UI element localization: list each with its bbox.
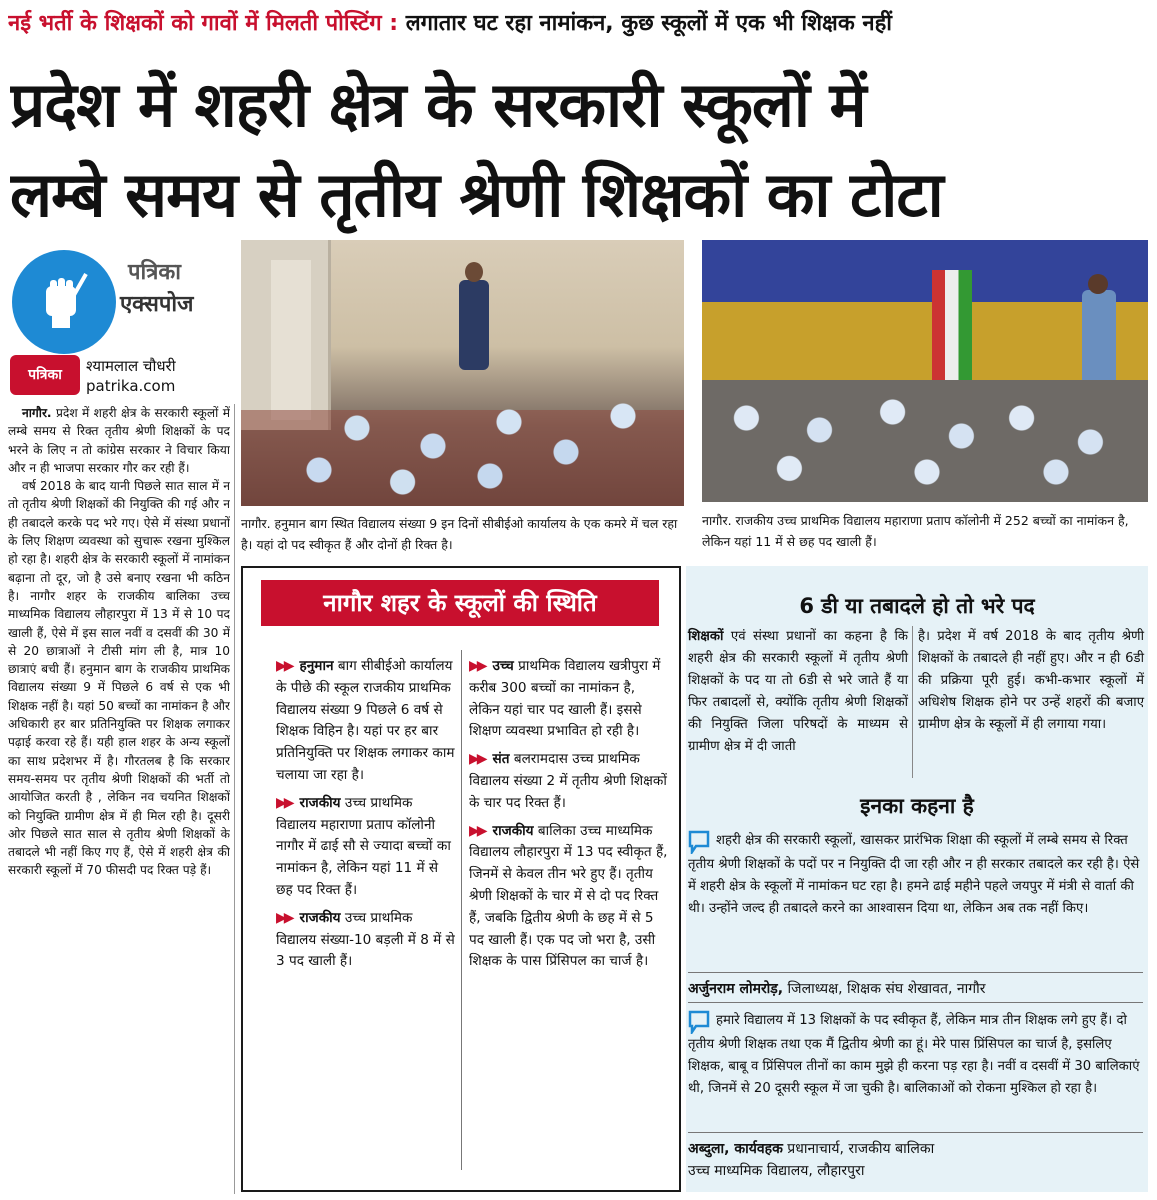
column-divider [234,404,235,1194]
status-item: ▶▶ राजकीय उच्च प्राथमिक विद्यालय संख्या-10 बड़ली में 8 में से 3 पद खाली हैं। [276,909,455,970]
double-arrow-icon: ▶▶ [469,658,485,674]
headline [10,60,1150,240]
kicker-line [8,6,1153,42]
quote-rule [688,1132,1143,1133]
body-paragraph-2: वर्ष 2018 के बाद यानी पिछले सात साल में न तो तृतीय श्रेणी शिक्षकों की नियुक्ति की गई और न ही तबादले करके पद भरे गए। ऐसे में संस्था प्रधानों के लिए शिक्षण व्यवस्था को सुचारू रखना मुश्किल हो रहा है। शहरी क्षेत्र के सरकारी स्कूलों में नामांकन बढ़ाना तो दूर, जो है उसे बनाए रखना भी कठिन है। नागौर शहर के राजकीय बालिका उच्च माध्यमिक विद्यालय लौहारपुरा में 13 में से 10 पद खाली हैं, ऐसे में इस साल नवीं व दसवीं की 30 में से 20 छात्राओं ने टीसी मांग ली है, मात्र 10 छात्राएं बची हैं। हनुमान बाग के राजकीय प्राथमिक विद्यालय संख्या 9 में पिछले 6 वर्ष से एक भी शिक्षक नहीं है। यहां 50 बच्चों का नामांकन है और अधिकारी हर बार प्रतिनियुक्ति पर शिक्षक लगाकर पढ़ाई करवा रहे हैं। यही हाल शहर के अन्य स्कूलों का साथ प्रदेशभर में है। गौरतलब है कि सरकार समय-समय पर तृतीय श्रेणी शिक्षकों की भर्ती तो आयोजित करती है , लेकिन नव चयनित शिक्षकों को नियुक्ति ग्रामीण क्षेत्र में ही मिल रही है। दूसरी ओर पिछले सात साल से तृतीय श्रेणी शिक्षकों के तबादले भी नहीं किए गए हैं, ऐसे में शहरी क्षेत्र की सरकारी स्कूलों में 70 फीसदी पद रिक्त पड़े हैं। [8,479,230,878]
quote-rule [688,1002,1143,1003]
brand-section: एक्सपोज [120,292,194,317]
status-item: ▶▶ उच्च प्राथमिक विद्यालय खत्रीपुरा में करीब 300 बच्चों का नामांकन है, लेकिन यहां चार पद खाली हैं। इससे शिक्षण व्यवस्था प्रभावित हो रही है। [469,658,661,740]
body-paragraph-1 [8,404,230,477]
status-item: ▶▶ हनुमान बाग सीबीईओ कार्यालय के पीछे की स्कूल राजकीय प्राथमिक विद्यालय संख्या 9 पिछले 6 वर्ष से शिक्षक विहिन है। यहां पर हर बार प्रतिनियुक्ति पर शिक्षक लगाकर काम चलाया जा रहा है। [276,658,455,783]
quote-icon [688,830,710,854]
double-arrow-icon: ▶▶ [276,658,292,674]
body-p1-text: प्रदेश में शहरी क्षेत्र के सरकारी स्कूलों में लम्बे समय से रिक्त तृतीय श्रेणी शिक्षकों के पद भरने के लिए न तो कांग्रेस सरकार ने विचार किया और न ही भाजपा सरकार गौर कर रही हैं। [8,406,230,475]
photo-1-caption: नागौर. हनुमान बाग स्थित विद्यालय संख्या 9 इन दिनों सीबीईओ कार्यालय के एक कमरे में चल रहा है। यहां दो पद स्वीकृत हैं और दोनों ही रिक्त है। [241,516,678,552]
double-arrow-icon: ▶▶ [276,794,292,811]
status-column-1 [276,656,456,979]
kicker-red: नई भर्ती के शिक्षकों को गावों में मिलती पोस्टिंग : [8,11,399,36]
dateline: नागौर. [22,406,52,420]
sidebar-divider [912,626,913,778]
sidebar-left-text: शिक्षकों एवं संस्था प्रधानों का कहना है कि शहरी क्षेत्र की सरकारी स्कूलों में तृतीय श्रेणी शिक्षकों के पद या तो 6डी से भरे जाते हैं या फिर तबादलों से, क्योंकि तृतीय श्रेणी शिक्षकों की नियुक्ति जिला परिषदों के माध्यम से ग्रामीण क्षेत्र में दी जाती [688,629,908,754]
patrika-tag: पत्रिका [10,355,80,395]
classroom-photo-1 [241,240,684,506]
quotes-heading: इनका कहना है [860,794,974,818]
patrika-expose-logo-icon [12,250,116,354]
status-item: ▶▶ राजकीय उच्च प्राथमिक विद्यालय महाराणा प्रताप कॉलोनी नागौर में ढाई सौ से ज्यादा बच्चों का नामांकन है, लेकिन यहां 11 में से छह पद रिक्त हैं। [276,794,451,898]
author-name: श्यामलाल चौधरी [86,357,176,375]
status-item: ▶▶ राजकीय बालिका उच्च माध्यमिक विद्यालय लौहारपुरा में 13 पद स्वीकृत हैं, जिनमें से केवल तीन भरे हुए हैं। तृतीय श्रेणी शिक्षकों के चार में से दो पद रिक्त हैं, जबकि द्वितीय श्रेणी के छह में से 5 पद खाली हैं। एक पद जो भरा है, उसी शिक्षक के पास प्रिंसिपल का चार्ज है। [469,822,668,970]
brand-name: पत्रिका [128,260,181,285]
quote-2-attribution: अब्दुला, कार्यवहक प्रधानाचार्य, राजकीय बालिका उच्च माध्यमिक विद्यालय, लौहारपुरा [688,1141,935,1179]
quote-1-attribution: अर्जुनराम लोमरोड़, जिलाध्यक्ष, शिक्षक संघ शेखावत, नागौर [688,981,986,997]
double-arrow-icon: ▶▶ [469,822,485,839]
school-status-title: नागौर शहर के स्कूलों की स्थिति [261,580,659,626]
quote-icon [688,1010,710,1034]
headline-line-2: लम्बे समय से तृतीय श्रेणी शिक्षकों का टोटा [10,158,943,231]
classroom-photo-2 [702,240,1148,502]
photo-2-caption: नागौर. राजकीय उच्च प्राथमिक विद्यालय महाराणा प्रताप कॉलोनी में 252 बच्चों का नामांकन है, लेकिन यहां 11 में से छह पद खाली हैं। [702,513,1129,549]
headline-line-1: प्रदेश में शहरी क्षेत्र के सरकारी स्कूलों में [10,68,866,141]
sidebar-right-text: है। प्रदेश में वर्ष 2018 के बाद तृतीय श्रेणी शिक्षकों के तबादले ही नहीं हुए। और न ही 6डी की प्रक्रिया पूरी हुई। कभी-कभार स्कूलों में अधिशेष शिक्षक होने पर उन्हें शहरों की बजाए ग्रामीण क्षेत्र के स्कूलों में ही लगाया गया। [918,629,1144,732]
site-link[interactable]: patrika.com [86,377,176,395]
status-column-2 [469,656,669,979]
quote-rule [688,972,1143,973]
article-body [8,404,230,1194]
double-arrow-icon: ▶▶ [276,909,292,926]
status-item: ▶▶ संत बलरामदास उच्च प्राथमिक विद्यालय संख्या 2 में तृतीय श्रेणी शिक्षकों के चार पद रिक्त हैं। [469,751,667,811]
sidebar-title: 6 डी या तबादले हो तो भरे पद [799,594,1035,618]
status-divider [461,650,462,1170]
double-arrow-icon: ▶▶ [469,751,485,768]
quote-1: शहरी क्षेत्र की सरकारी स्कूलों, खासकर प्रारंभिक शिक्षा की स्कूलों में लम्बे समय से रिक्त तृतीय श्रेणी शिक्षकों के पदों पर न नियुक्ति दी जा रही और न ही सरकार तबादले कर रही है। ऐसे में शहरी क्षेत्र के स्कूलों में नामांकन घट रहा है। हमने ढाई महीने पहले जयपुर में मंत्री से वार्ता की थी। उन्होंने जल्द ही तबादले करने का आश्वासन दिया था, लेकिन अब तक नहीं किए। [688,830,1143,920]
kicker-black: लगातार घट रहा नामांकन, कुछ स्कूलों में एक भी शिक्षक नहीं [405,11,892,36]
quote-2: हमारे विद्यालय में 13 शिक्षकों के पद स्वीकृत हैं, लेकिन मात्र तीन शिक्षक लगे हुए हैं। दो तृतीय श्रेणी शिक्षक तथा एक मैं द्वितीय श्रेणी का हूं। मेरे पास प्रिंसिपल का चार्ज है, इसलिए शिक्षक, बाबू व प्रिंसिपल तीनों का काम मुझे ही करना पड़ रहा है। नवीं व दसवीं में 30 बालिकाएं थी, जिनमें से 20 दूसरी स्कूल में जा चुकी है। बालिकाओं को रोकना मुश्किल हो रहा है। [688,1010,1143,1100]
